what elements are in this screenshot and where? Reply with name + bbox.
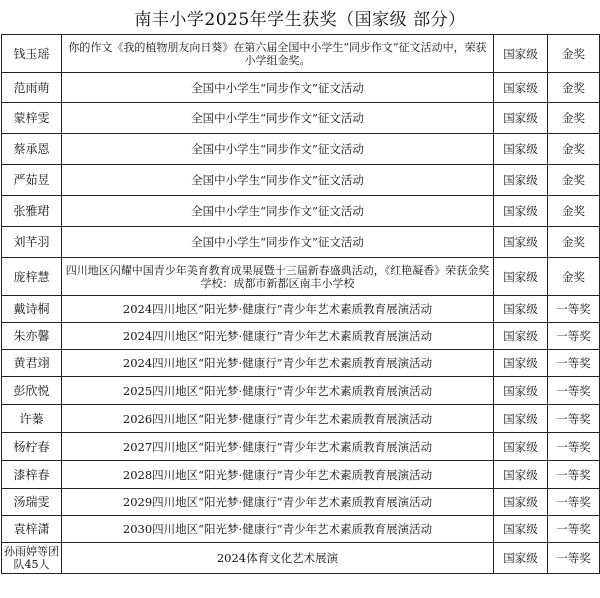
student-name: 刘芊羽 <box>2 227 62 258</box>
award-level: 国家级 <box>494 165 548 196</box>
table-row <box>2 489 600 516</box>
award-grade: 金奖 <box>548 227 600 258</box>
award-grade: 金奖 <box>548 103 600 134</box>
table-row <box>2 377 600 405</box>
table-row <box>2 196 600 227</box>
student-name: 黄君翊 <box>2 350 62 377</box>
award-level: 国家级 <box>494 350 548 377</box>
table-row <box>2 73 600 103</box>
award-grade: 一等奖 <box>548 377 600 405</box>
award-level: 国家级 <box>494 543 548 574</box>
table-row <box>2 543 600 574</box>
student-name: 严茹昱 <box>2 165 62 196</box>
table-row <box>2 516 600 543</box>
award-grade: 金奖 <box>548 258 600 296</box>
event-description: 2028四川地区“阳光梦·健康行”青少年艺术素质教育展演活动 <box>62 461 494 489</box>
student-name: 蒙梓雯 <box>2 103 62 134</box>
table-row <box>2 461 600 489</box>
award-level: 国家级 <box>494 377 548 405</box>
table-row <box>2 405 600 433</box>
award-grade: 一等奖 <box>548 543 600 574</box>
award-grade: 一等奖 <box>548 323 600 350</box>
award-level: 国家级 <box>494 489 548 516</box>
event-description: 你的作文《我的植物朋友向日葵》在第六届全国中小学生“同步作文”征文活动中，荣获小学组金奖。 <box>62 35 494 73</box>
table-row <box>2 227 600 258</box>
student-name: 漆梓春 <box>2 461 62 489</box>
event-description: 2030四川地区“阳光梦·健康行”青少年艺术素质教育展演活动 <box>62 516 494 543</box>
award-grade: 金奖 <box>548 73 600 103</box>
award-level: 国家级 <box>494 323 548 350</box>
award-grade: 金奖 <box>548 165 600 196</box>
award-grade: 金奖 <box>548 35 600 73</box>
award-table <box>1 34 600 574</box>
table-row <box>2 134 600 165</box>
table-row <box>2 296 600 323</box>
award-grade: 金奖 <box>548 134 600 165</box>
student-name: 蔡承恩 <box>2 134 62 165</box>
student-name: 杨柠春 <box>2 433 62 461</box>
award-grade: 一等奖 <box>548 405 600 433</box>
award-grade: 一等奖 <box>548 461 600 489</box>
award-level: 国家级 <box>494 258 548 296</box>
award-table-body <box>2 35 600 574</box>
event-description: 2025四川地区“阳光梦·健康行”青少年艺术素质教育展演活动 <box>62 377 494 405</box>
table-row <box>2 35 600 73</box>
table-row <box>2 433 600 461</box>
event-description: 2027四川地区“阳光梦·健康行”青少年艺术素质教育展演活动 <box>62 433 494 461</box>
award-sheet <box>1 1 599 596</box>
event-description: 全国中小学生“同步作文”征文活动 <box>62 227 494 258</box>
award-grade: 一等奖 <box>548 489 600 516</box>
award-grade: 金奖 <box>548 196 600 227</box>
student-name: 朱亦馨 <box>2 323 62 350</box>
award-level: 国家级 <box>494 516 548 543</box>
award-level: 国家级 <box>494 227 548 258</box>
award-level: 国家级 <box>494 73 548 103</box>
event-description: 2024四川地区“阳光梦·健康行”青少年艺术素质教育展演活动 <box>62 350 494 377</box>
event-description: 全国中小学生“同步作文”征文活动 <box>62 165 494 196</box>
award-level: 国家级 <box>494 461 548 489</box>
award-level: 国家级 <box>494 196 548 227</box>
student-name: 张雅珺 <box>2 196 62 227</box>
event-description: 全国中小学生“同步作文”征文活动 <box>62 134 494 165</box>
table-row <box>2 258 600 296</box>
student-name: 彭欣悦 <box>2 377 62 405</box>
event-description: 2029四川地区“阳光梦·健康行”青少年艺术素质教育展演活动 <box>62 489 494 516</box>
award-level: 国家级 <box>494 405 548 433</box>
award-level: 国家级 <box>494 134 548 165</box>
award-level: 国家级 <box>494 35 548 73</box>
event-description: 2024体育文化艺术展演 <box>62 543 494 574</box>
event-description: 全国中小学生“同步作文”征文活动 <box>62 73 494 103</box>
award-grade: 一等奖 <box>548 296 600 323</box>
event-description: 2026四川地区“阳光梦·健康行”青少年艺术素质教育展演活动 <box>62 405 494 433</box>
student-name: 范雨萌 <box>2 73 62 103</box>
award-level: 国家级 <box>494 103 548 134</box>
award-grade: 一等奖 <box>548 350 600 377</box>
student-name: 钱玉瑶 <box>2 35 62 73</box>
event-description: 四川地区闪耀中国青少年美育教育成果展暨十三届新春盛典活动，《红艳凝香》荣获金奖 学校：成都市新都区南丰小学校 <box>62 258 494 296</box>
table-row <box>2 103 600 134</box>
event-description: 2024四川地区“阳光梦·健康行”青少年艺术素质教育展演活动 <box>62 296 494 323</box>
table-row <box>2 165 600 196</box>
student-name: 袁梓潇 <box>2 516 62 543</box>
student-name: 汤瑞雯 <box>2 489 62 516</box>
award-grade: 一等奖 <box>548 433 600 461</box>
award-level: 国家级 <box>494 296 548 323</box>
student-name: 许蓁 <box>2 405 62 433</box>
student-name: 庞梓慧 <box>2 258 62 296</box>
table-row <box>2 350 600 377</box>
table-row <box>2 323 600 350</box>
event-description: 全国中小学生“同步作文”征文活动 <box>62 196 494 227</box>
award-level: 国家级 <box>494 433 548 461</box>
student-name: 戴诗桐 <box>2 296 62 323</box>
event-description: 全国中小学生“同步作文”征文活动 <box>62 103 494 134</box>
event-description: 2024四川地区“阳光梦·健康行”青少年艺术素质教育展演活动 <box>62 323 494 350</box>
award-grade: 一等奖 <box>548 516 600 543</box>
student-name: 孙雨婷等团队45人 <box>2 543 62 574</box>
page-title: 南丰小学2025年学生获奖（国家级 部分） <box>134 10 466 30</box>
